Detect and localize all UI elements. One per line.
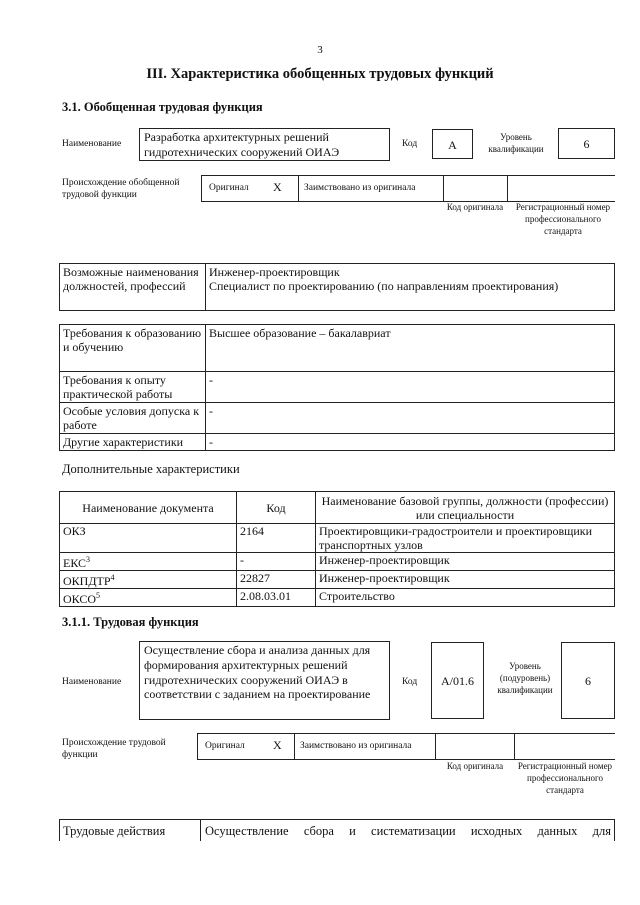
gtf-original-label: Оригинал	[209, 183, 249, 193]
table-row	[60, 524, 615, 553]
gtf-origin-label: Происхождение обобщенной трудовой функции	[62, 178, 180, 200]
page-number: 3	[317, 44, 323, 56]
divider	[435, 734, 436, 759]
tf-code-label: Код	[402, 677, 418, 687]
doc-name: ОКПДТР	[63, 574, 111, 588]
footnote-ref: 3	[86, 555, 91, 564]
tf-level-box: 6	[561, 642, 615, 719]
divider	[197, 734, 198, 759]
gtf-positions-table	[59, 263, 615, 311]
divider	[443, 176, 444, 201]
tf-actions-first: Осуществление сбора и систематизации исходных данных для	[205, 824, 611, 838]
gtf-position-item: Инженер-проектировщик	[209, 265, 340, 279]
gtf-reg-number-caption: Регистрационный номер профессионального стандарта	[515, 202, 611, 236]
tf-origin-label: Происхождение трудовой функции	[62, 738, 166, 760]
name-cell: Инженер-проектировщик	[316, 571, 615, 589]
tf-original-label: Оригинал	[205, 741, 245, 751]
tf-reg-number-caption: Регистрационный номер профессионального стандарта	[517, 761, 613, 795]
divider	[294, 734, 295, 759]
gtf-level-label: Уровень квалификации	[488, 132, 544, 154]
table-row	[60, 571, 615, 589]
name-cell: Строительство	[316, 589, 615, 607]
tf-name-label: Наименование	[62, 677, 122, 687]
gtf-original-mark: X	[273, 180, 282, 194]
divider	[507, 176, 508, 201]
additional-header-name: Наименование базовой группы, должности (профессии) или специальности	[316, 492, 615, 524]
gtf-subsection-title: 3.1. Обобщенная трудовая функция	[62, 100, 263, 114]
code-cell: 22827	[237, 571, 316, 589]
code-cell: -	[237, 553, 316, 571]
tf-name-box: Осуществление сбора и анализа данных для формирования архитектурных решений гидротехнических сооружений ОИАЭ в соответствии с заданием на проектирование	[139, 641, 390, 720]
req-value: -	[206, 372, 615, 403]
req-label: Особые условия допуска к работе	[60, 403, 206, 434]
additional-table	[59, 491, 615, 607]
doc-cell	[60, 571, 237, 589]
additional-header-doc: Наименование документа	[60, 492, 237, 524]
actions-left-border	[59, 819, 60, 841]
gtf-position-item: Специалист по проектированию (по направлениям проектирования)	[209, 279, 559, 293]
req-label: Требования к опыту практической работы	[60, 372, 206, 403]
tf-borrowed-label: Заимствовано из оригинала	[300, 741, 412, 751]
req-value: Высшее образование – бакалавриат	[206, 325, 615, 372]
additional-title: Дополнительные характеристики	[62, 462, 240, 476]
tf-original-mark: X	[273, 738, 282, 752]
divider	[298, 176, 299, 201]
tf-subsection-title: 3.1.1. Трудовая функция	[62, 615, 199, 629]
gtf-name-label: Наименование	[62, 139, 122, 149]
name-cell: Инженер-проектировщик	[316, 553, 615, 571]
gtf-borrowed-label: Заимствовано из оригинала	[304, 183, 416, 193]
tf-origin-row	[197, 733, 615, 760]
divider	[201, 176, 202, 201]
tf-actions-label: Трудовые действия	[63, 824, 166, 838]
gtf-level-box: 6	[558, 128, 615, 159]
gtf-origin-row	[201, 175, 615, 202]
section-title: III. Характеристика обобщенных трудовых функций	[146, 66, 494, 82]
tf-level-label: Уровень (подуровень) квалификации	[497, 661, 553, 695]
tf-code-box: A/01.6	[431, 642, 484, 719]
table-row	[60, 589, 615, 607]
additional-header-code: Код	[237, 492, 316, 524]
req-value: -	[206, 403, 615, 434]
gtf-requirements-table	[59, 324, 615, 451]
doc-cell	[60, 589, 237, 607]
doc-cell	[60, 553, 237, 571]
divider	[514, 734, 515, 759]
gtf-code-label: Код	[402, 139, 418, 149]
gtf-code-box: A	[432, 129, 473, 159]
gtf-positions-label: Возможные наименования должностей, профессий	[60, 264, 206, 311]
footnote-ref: 4	[110, 573, 115, 582]
doc-cell: ОКЗ	[60, 524, 237, 553]
tf-orig-code-caption: Код оригинала	[446, 761, 504, 771]
name-cell: Проектировщики-градостроители и проектировщики транспортных узлов	[316, 524, 615, 553]
code-cell: 2.08.03.01	[237, 589, 316, 607]
req-value: -	[206, 434, 615, 451]
code-cell: 2164	[237, 524, 316, 553]
footnote-ref: 5	[96, 591, 101, 600]
table-row	[60, 553, 615, 571]
gtf-name-box: Разработка архитектурных решений гидротехнических сооружений ОИАЭ	[139, 128, 390, 161]
req-label: Другие характеристики	[60, 434, 206, 451]
doc-name: ОКСО	[63, 592, 97, 606]
actions-mid-border	[200, 819, 201, 841]
doc-name: ЕКС	[63, 556, 87, 570]
req-label: Требования к образованию и обучению	[60, 325, 206, 372]
gtf-orig-code-caption: Код оригинала	[446, 202, 504, 212]
actions-top-border	[59, 819, 615, 820]
actions-right-border	[614, 819, 615, 841]
